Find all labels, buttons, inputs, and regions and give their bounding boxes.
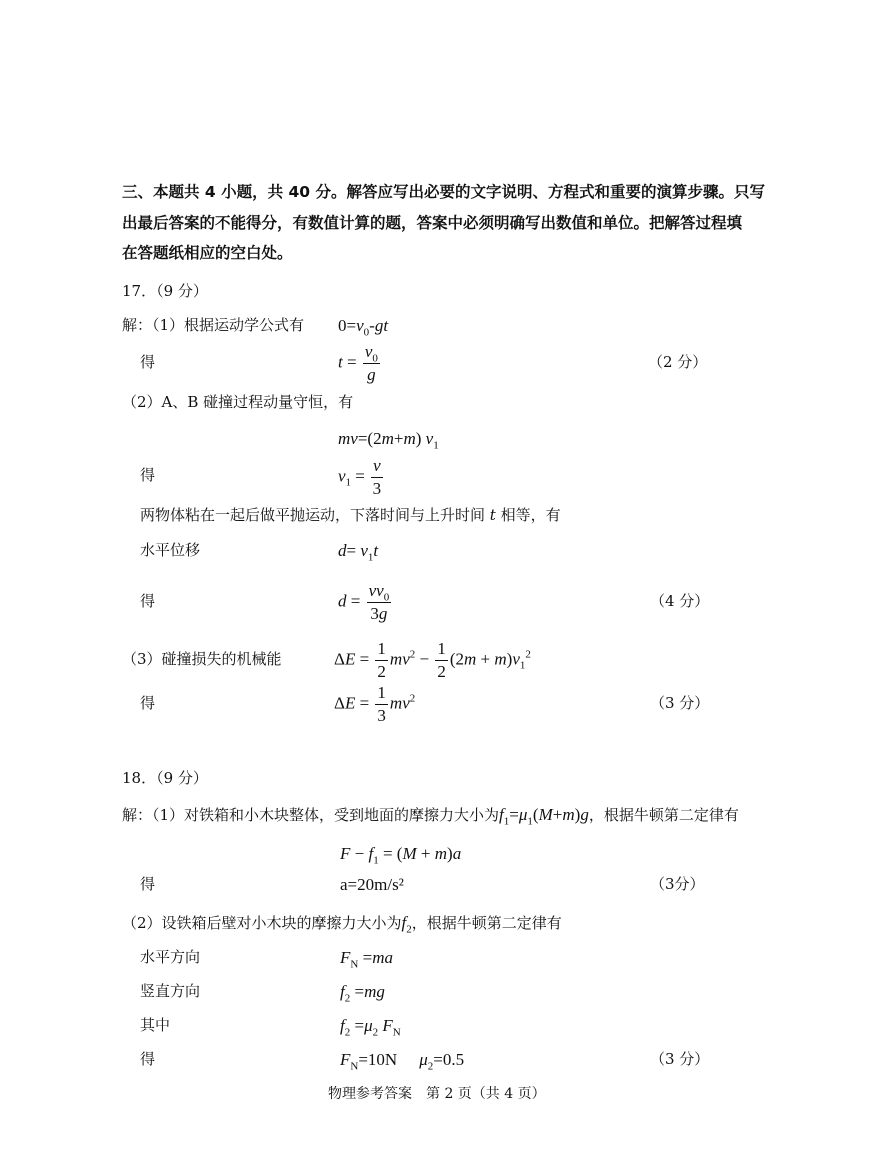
section-intro-line-1: 三、本题共 4 小题，共 40 分。解答应写出必要的文字说明、方程式和重要的演算步骤。只写 [122, 183, 765, 201]
q17-horizontal-label: 水平位移 [140, 541, 201, 559]
q17-eq-v1: $v_1$ = $\frac{v}{3}$ [338, 456, 382, 498]
q17-projectile-text: 两物体粘在一起后做平抛运动，下落时间与上升时间 t 相等，有 [140, 506, 561, 524]
q17-score-part1: （2 分） [648, 353, 708, 371]
q17-eq-kinematics: $0=v_0-gt$ [338, 316, 389, 339]
q17-eq-energy-loss: ΔE = $\frac{1}{2}$ $mv^2$ − $\frac{1}{2}$ $(2m + m)v_1^2$ [334, 639, 531, 681]
q17-part3-label: （3）碰撞损失的机械能 [122, 650, 282, 668]
q17-de-1: 得 [140, 353, 156, 371]
q17-eq-time: t = $\frac{v_0}{g}$ [338, 342, 378, 384]
q17-de-2: 得 [140, 466, 156, 484]
q18-eq-coefficient: $f_2 =\mu_2$ $F_N$ [340, 1016, 401, 1039]
q17-eq-d: d = $\frac{vv_0}{3g}$ [338, 581, 390, 623]
q18-horizontal-label: 水平方向 [140, 948, 201, 966]
q17-title: 17．（9 分） [122, 282, 208, 300]
q18-accel-result: a=20m/s² [340, 875, 404, 894]
q18-score-part2: （3 分） [650, 1050, 710, 1068]
q17-eq-energy-result: ΔE = $\frac{1}{3}$ $mv^2$ [334, 683, 416, 725]
q17-part1-label: 解：（1）根据运动学公式有 [122, 316, 305, 334]
q17-score-part2: （4 分） [650, 592, 710, 610]
section-intro-line-3: 在答题纸相应的空白处。 [122, 244, 293, 262]
q18-de-2: 得 [140, 1050, 156, 1068]
q17-de-3: 得 [140, 592, 156, 610]
q17-eq-displacement: $d= v_1t$ [338, 541, 379, 564]
q18-score-part1: （3分） [650, 875, 705, 893]
q17-score-part3: （3 分） [650, 694, 710, 712]
q18-title: 18．（9 分） [122, 769, 208, 787]
q18-vertical-label: 竖直方向 [140, 982, 201, 1000]
q18-part1-text: 解：（1）对铁箱和小木块整体，受到地面的摩擦力大小为$f_1=\mu_1(M+m)g$，根据牛顿第二定律有 [122, 805, 739, 828]
page-footer: 物理参考答案 第 2 页（共 4 页） [328, 1086, 546, 1102]
q18-eq-results: $F_N=10N$ $\mu_2=0.5$ [340, 1050, 465, 1073]
q18-where-label: 其中 [140, 1016, 171, 1034]
q18-eq-newton: $F - f_1 = (M + m)a$ [340, 844, 462, 867]
q17-eq-momentum: mv=(2m+m) $v_1$ [338, 429, 439, 452]
q18-eq-normal: $F_N =ma$ [340, 948, 393, 971]
q17-de-4: 得 [140, 694, 156, 712]
q18-part2-text: （2）设铁箱后壁对小木块的摩擦力大小为$f_2$，根据牛顿第二定律有 [122, 913, 562, 936]
section-intro-line-2: 出最后答案的不能得分，有数值计算的题，答案中必须明确写出数值和单位。把解答过程填 [122, 214, 743, 232]
q17-part2-label: （2）A、B 碰撞过程动量守恒，有 [122, 393, 354, 411]
q18-eq-friction: $f_2 =mg$ [340, 982, 385, 1005]
q18-de-1: 得 [140, 875, 156, 893]
